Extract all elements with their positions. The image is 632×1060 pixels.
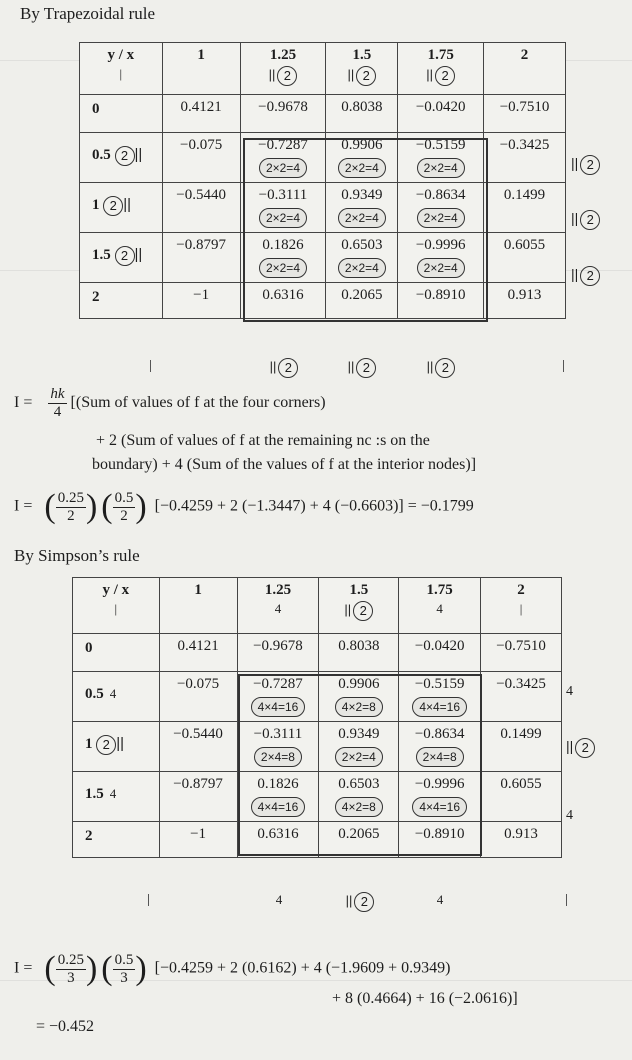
table-cell xyxy=(240,133,326,183)
x-header xyxy=(399,578,481,634)
circled-weight: 2 xyxy=(575,738,595,758)
fraction-denominator: 4 xyxy=(53,404,62,420)
table-row xyxy=(80,283,566,319)
x-header xyxy=(162,43,240,95)
y-value: 0 xyxy=(85,640,93,656)
fraction-numerator: hk xyxy=(50,386,65,402)
table-cell xyxy=(326,283,398,319)
circled-weight: 2 xyxy=(580,155,600,175)
formula-general xyxy=(14,386,326,421)
y-header: 1.5 2 || xyxy=(80,233,163,283)
cell-value: −0.075 xyxy=(176,676,220,692)
cell-value: −0.0420 xyxy=(414,638,465,654)
cell-value: 0.4121 xyxy=(177,638,219,654)
table-cell xyxy=(481,772,562,822)
weight-oval: 2×2=4 xyxy=(417,258,465,278)
corner-header xyxy=(80,43,163,95)
x-header xyxy=(159,578,237,634)
table-cell xyxy=(326,133,398,183)
x-value: 2 xyxy=(517,582,525,598)
cell-value: −0.9678 xyxy=(253,638,303,654)
formula-lhs: I = xyxy=(14,497,33,515)
formula-line: + 8 (0.4664) + 16 (−2.0616)] xyxy=(332,990,518,1007)
cell-value: 0.9906 xyxy=(338,676,380,692)
cell-value: −1 xyxy=(190,826,207,842)
formula-final-result: = −0.452 xyxy=(36,1018,95,1035)
x-value: 1.25 xyxy=(269,47,297,63)
cell-value: −0.3111 xyxy=(258,187,308,203)
y-header: 1 2 || xyxy=(73,722,160,772)
table-cell xyxy=(237,672,319,722)
table-cell xyxy=(319,772,399,822)
x-header xyxy=(319,578,399,634)
table-row xyxy=(73,634,562,672)
y-value: 1 xyxy=(92,197,100,213)
cell-value: 0.1826 xyxy=(257,776,299,792)
fraction-numerator: 0.25 xyxy=(57,489,84,506)
cell-value: −1 xyxy=(193,287,210,303)
weight-oval: 2×2=4 xyxy=(259,158,307,178)
circled-weight: 2 xyxy=(580,266,600,286)
table-cell xyxy=(484,133,566,183)
fraction-denominator: 2 xyxy=(120,507,128,524)
weight-tick xyxy=(150,360,151,372)
table-cell xyxy=(326,95,398,133)
table-cell xyxy=(481,722,562,772)
table-row xyxy=(73,822,562,858)
x-header xyxy=(481,578,562,634)
cell-value: 0.913 xyxy=(507,287,542,303)
weight-tick xyxy=(566,894,567,906)
weight-mark: 4 xyxy=(274,601,282,616)
simpson-heading: By Simpson’s rule xyxy=(14,546,140,565)
table-cell xyxy=(162,283,240,319)
formula-line: [(Sum of values of f at the four corners) xyxy=(70,394,326,412)
corner-label: y / x xyxy=(107,47,135,63)
cell-value: 0.4121 xyxy=(180,99,222,115)
cell-value: 0.2065 xyxy=(338,826,380,842)
x-header xyxy=(237,578,319,634)
x-value: 1.75 xyxy=(426,582,453,598)
formula-line: boundary) + 4 (Sum of the values of f at the interior nodes)] xyxy=(92,456,477,473)
table-row xyxy=(73,772,562,822)
cell-value: 0.9349 xyxy=(341,187,383,203)
formula-lhs: I = xyxy=(14,959,33,977)
cell-value: −0.7287 xyxy=(258,137,308,153)
y-value: 1.5 xyxy=(85,786,104,802)
h-fraction xyxy=(56,490,86,525)
cell-value: −0.7510 xyxy=(499,99,550,115)
table-cell xyxy=(399,722,481,772)
corner-label: y / x xyxy=(102,582,130,598)
corner-header xyxy=(73,578,160,634)
cell-value: −0.075 xyxy=(180,137,223,153)
table-cell xyxy=(159,672,237,722)
hk-fraction xyxy=(48,386,66,421)
y-value: 1 xyxy=(85,736,93,752)
formula-line: + 2 (Sum of values of f at the remaining nc :s on the xyxy=(96,432,430,449)
weight-mark: || 2 xyxy=(245,66,322,86)
y-header xyxy=(73,822,160,858)
formula-line: [−0.4259 + 2 (0.6162) + 4 (−1.9609 + 0.9349) xyxy=(154,959,451,977)
table-cell xyxy=(481,634,562,672)
header-row xyxy=(73,578,562,634)
circled-weight: 2 xyxy=(115,146,135,166)
fraction-denominator: 3 xyxy=(67,969,75,986)
table-cell xyxy=(481,822,562,858)
x-header xyxy=(326,43,398,95)
column-weight: 4 xyxy=(436,892,444,907)
table-cell xyxy=(399,634,481,672)
y-header: 1 2 || xyxy=(80,183,163,233)
cell-value: −0.8910 xyxy=(415,287,466,303)
table-cell xyxy=(399,822,481,858)
table-cell xyxy=(240,283,326,319)
table-cell xyxy=(326,183,398,233)
cell-value: 0.6503 xyxy=(341,237,383,253)
weight-mark: 4 xyxy=(436,601,443,616)
cell-value: −0.7287 xyxy=(253,676,303,692)
formula-rhs: [−0.4259 + 2 (−1.3447) + 4 (−0.6603)] = −0.1799 xyxy=(154,497,474,515)
y-value: 0.5 xyxy=(92,147,111,163)
y-value: 0 xyxy=(92,101,100,117)
table-cell xyxy=(237,822,319,858)
cell-value: 0.2065 xyxy=(341,287,383,303)
cell-value: −0.3425 xyxy=(496,676,546,692)
table-cell xyxy=(398,283,484,319)
table-row xyxy=(80,183,566,233)
cell-value: −0.0420 xyxy=(415,99,466,115)
column-weight: || 2 xyxy=(411,358,471,378)
circled-weight: 2 xyxy=(96,735,116,755)
circled-weight: 2 xyxy=(103,196,123,216)
table-row xyxy=(80,233,566,283)
fraction-denominator: 3 xyxy=(120,969,128,986)
weight-oval: 4×4=16 xyxy=(412,697,467,717)
weight-oval: 2×2=4 xyxy=(338,158,386,178)
cell-value: −0.5440 xyxy=(176,187,226,203)
formula-lhs: I = xyxy=(14,394,33,412)
table-row xyxy=(80,133,566,183)
table-cell xyxy=(159,772,237,822)
circled-weight: 2 xyxy=(115,246,135,266)
cell-value: −0.5159 xyxy=(415,137,466,153)
formula-trapezoidal-result: I = ( $\frac{0.25}{2}$ ) ( $\frac{0.5}{2}$ ) [−0.4259 + 2 (−1.3447) + 4 (−0.6603)] = −0.1799 xyxy=(14,488,474,525)
y-header xyxy=(80,95,163,133)
table-cell xyxy=(162,133,240,183)
h-fraction xyxy=(56,952,86,987)
cell-value: −0.8634 xyxy=(415,187,466,203)
table-cell xyxy=(159,634,237,672)
weight-oval: 4×2=8 xyxy=(335,697,383,717)
x-header xyxy=(484,43,566,95)
trapezoidal-table xyxy=(79,42,566,319)
cell-value: −0.9996 xyxy=(415,237,466,253)
cell-value: −0.5159 xyxy=(414,676,465,692)
weight-mark: 4 xyxy=(109,686,117,701)
table-cell xyxy=(240,233,326,283)
row-weight: || 2 xyxy=(571,210,600,230)
y-header xyxy=(73,772,160,822)
weight-mark: 4 xyxy=(109,786,117,801)
cell-value: 0.6055 xyxy=(503,237,546,253)
table-cell xyxy=(319,634,399,672)
k-fraction xyxy=(113,952,136,987)
weight-mark: || 2 xyxy=(402,66,479,86)
table-cell xyxy=(326,233,398,283)
cell-value: −0.8634 xyxy=(414,726,465,742)
table-cell xyxy=(237,772,319,822)
table-cell xyxy=(399,772,481,822)
x-header xyxy=(240,43,326,95)
cell-value: −0.8797 xyxy=(176,237,226,253)
table-cell xyxy=(398,183,484,233)
cell-value: −0.3425 xyxy=(499,137,550,153)
row-weight: || 2 xyxy=(571,155,600,175)
circled-weight: 2 xyxy=(278,358,298,378)
column-weight: 4 xyxy=(275,892,283,907)
k-fraction xyxy=(113,490,136,525)
cell-value: 0.913 xyxy=(504,826,538,842)
simpson-table xyxy=(72,577,562,858)
y-header xyxy=(73,672,160,722)
table-cell xyxy=(240,183,326,233)
column-weight: || 2 xyxy=(330,892,390,912)
table-cell xyxy=(398,233,484,283)
table-cell xyxy=(240,95,326,133)
weight-mark: | xyxy=(519,601,523,616)
cell-value: 0.1826 xyxy=(262,237,304,253)
cell-value: −0.8910 xyxy=(414,826,465,842)
table-cell xyxy=(481,672,562,722)
column-weight: || 2 xyxy=(254,358,314,378)
x-value: 1.75 xyxy=(427,47,454,63)
y-value: 2 xyxy=(85,828,93,844)
cell-value: −0.5440 xyxy=(173,726,223,742)
row-weight: 4 xyxy=(566,684,573,699)
circled-weight: 2 xyxy=(356,358,376,378)
weight-tick xyxy=(148,894,149,906)
y-value: 1.5 xyxy=(92,247,111,263)
weight-tick xyxy=(563,360,564,372)
weight-oval: 2×2=4 xyxy=(259,258,307,278)
table-cell xyxy=(162,233,240,283)
weight-oval: 2×2=4 xyxy=(338,208,386,228)
x-value: 2 xyxy=(520,47,529,63)
table-cell xyxy=(237,722,319,772)
x-value: 1.5 xyxy=(349,582,369,598)
fraction-numerator: 0.25 xyxy=(57,951,84,968)
row-weight: || 2 xyxy=(566,738,595,758)
row-weight: 4 xyxy=(566,808,573,823)
trapezoidal-heading: By Trapezoidal rule xyxy=(20,4,156,23)
corner-mark: | xyxy=(119,66,123,81)
fraction-numerator: 0.5 xyxy=(114,951,134,968)
weight-oval: 4×4=16 xyxy=(251,697,306,717)
weight-mark: || 2 xyxy=(323,601,394,621)
x-header xyxy=(398,43,484,95)
y-header xyxy=(73,634,160,672)
cell-value: 0.6055 xyxy=(500,776,542,792)
weight-oval: 2×2=4 xyxy=(417,158,465,178)
cell-value: −0.3111 xyxy=(253,726,303,742)
cell-value: 0.8038 xyxy=(341,99,383,115)
table-row xyxy=(80,95,566,133)
cell-value: 0.6316 xyxy=(262,287,304,303)
table-cell xyxy=(484,183,566,233)
weight-oval: 2×2=4 xyxy=(338,258,386,278)
x-value: 1 xyxy=(194,582,202,598)
cell-value: 0.9349 xyxy=(338,726,380,742)
table-cell xyxy=(319,672,399,722)
table-cell xyxy=(398,133,484,183)
column-weight: || 2 xyxy=(332,358,392,378)
table-cell xyxy=(162,95,240,133)
weight-oval: 4×4=16 xyxy=(251,797,306,817)
cell-value: 0.1499 xyxy=(500,726,542,742)
fraction-denominator: 2 xyxy=(67,507,75,524)
corner-mark: | xyxy=(114,601,118,616)
cell-value: 0.6316 xyxy=(257,826,299,842)
x-value: 1.25 xyxy=(264,582,292,598)
circled-weight: 2 xyxy=(277,66,297,86)
table-row xyxy=(73,672,562,722)
table-row xyxy=(73,722,562,772)
cell-value: 0.1499 xyxy=(503,187,546,203)
y-value: 2 xyxy=(92,289,100,305)
cell-value: 0.8038 xyxy=(338,638,380,654)
fraction-numerator: 0.5 xyxy=(114,489,134,506)
weight-oval: 2×4=8 xyxy=(416,747,464,767)
table-cell xyxy=(162,183,240,233)
circled-weight: 2 xyxy=(353,601,373,621)
table-cell xyxy=(399,672,481,722)
table-cell xyxy=(398,95,484,133)
table-cell xyxy=(484,283,566,319)
weight-mark: || 2 xyxy=(330,66,393,86)
table-cell xyxy=(159,722,237,772)
header-row xyxy=(80,43,566,95)
weight-oval: 4×4=16 xyxy=(412,797,467,817)
x-value: 1 xyxy=(197,47,205,63)
y-header: 0.5 2 || xyxy=(80,133,163,183)
circled-weight: 2 xyxy=(435,66,455,86)
weight-oval: 2×2=4 xyxy=(259,208,307,228)
formula-simpson-result: I = ( $\frac{0.25}{3}$ ) ( $\frac{0.5}{3}$ ) [−0.4259 + 2 (0.6162) + 4 (−1.9609 + 0.9349) xyxy=(14,950,451,987)
circled-weight: 2 xyxy=(435,358,455,378)
weight-oval: 2×4=8 xyxy=(254,747,302,767)
weight-oval: 4×2=8 xyxy=(335,797,383,817)
cell-value: 0.9906 xyxy=(341,137,383,153)
table-cell xyxy=(319,822,399,858)
y-value: 0.5 xyxy=(85,686,104,702)
circled-weight: 2 xyxy=(356,66,376,86)
row-weight: || 2 xyxy=(571,266,600,286)
x-value: 1.5 xyxy=(352,47,372,63)
table-cell xyxy=(319,722,399,772)
cell-value: −0.9678 xyxy=(258,99,308,115)
weight-oval: 2×2=4 xyxy=(335,747,383,767)
weight-oval: 2×2=4 xyxy=(417,208,465,228)
cell-value: 0.6503 xyxy=(338,776,380,792)
circled-weight: 2 xyxy=(354,892,374,912)
y-header xyxy=(80,283,163,319)
table-cell xyxy=(159,822,237,858)
circled-weight: 2 xyxy=(580,210,600,230)
table-cell xyxy=(484,95,566,133)
cell-value: −0.7510 xyxy=(496,638,546,654)
cell-value: −0.9996 xyxy=(414,776,465,792)
table-cell xyxy=(237,634,319,672)
table-cell xyxy=(484,233,566,283)
cell-value: −0.8797 xyxy=(173,776,223,792)
